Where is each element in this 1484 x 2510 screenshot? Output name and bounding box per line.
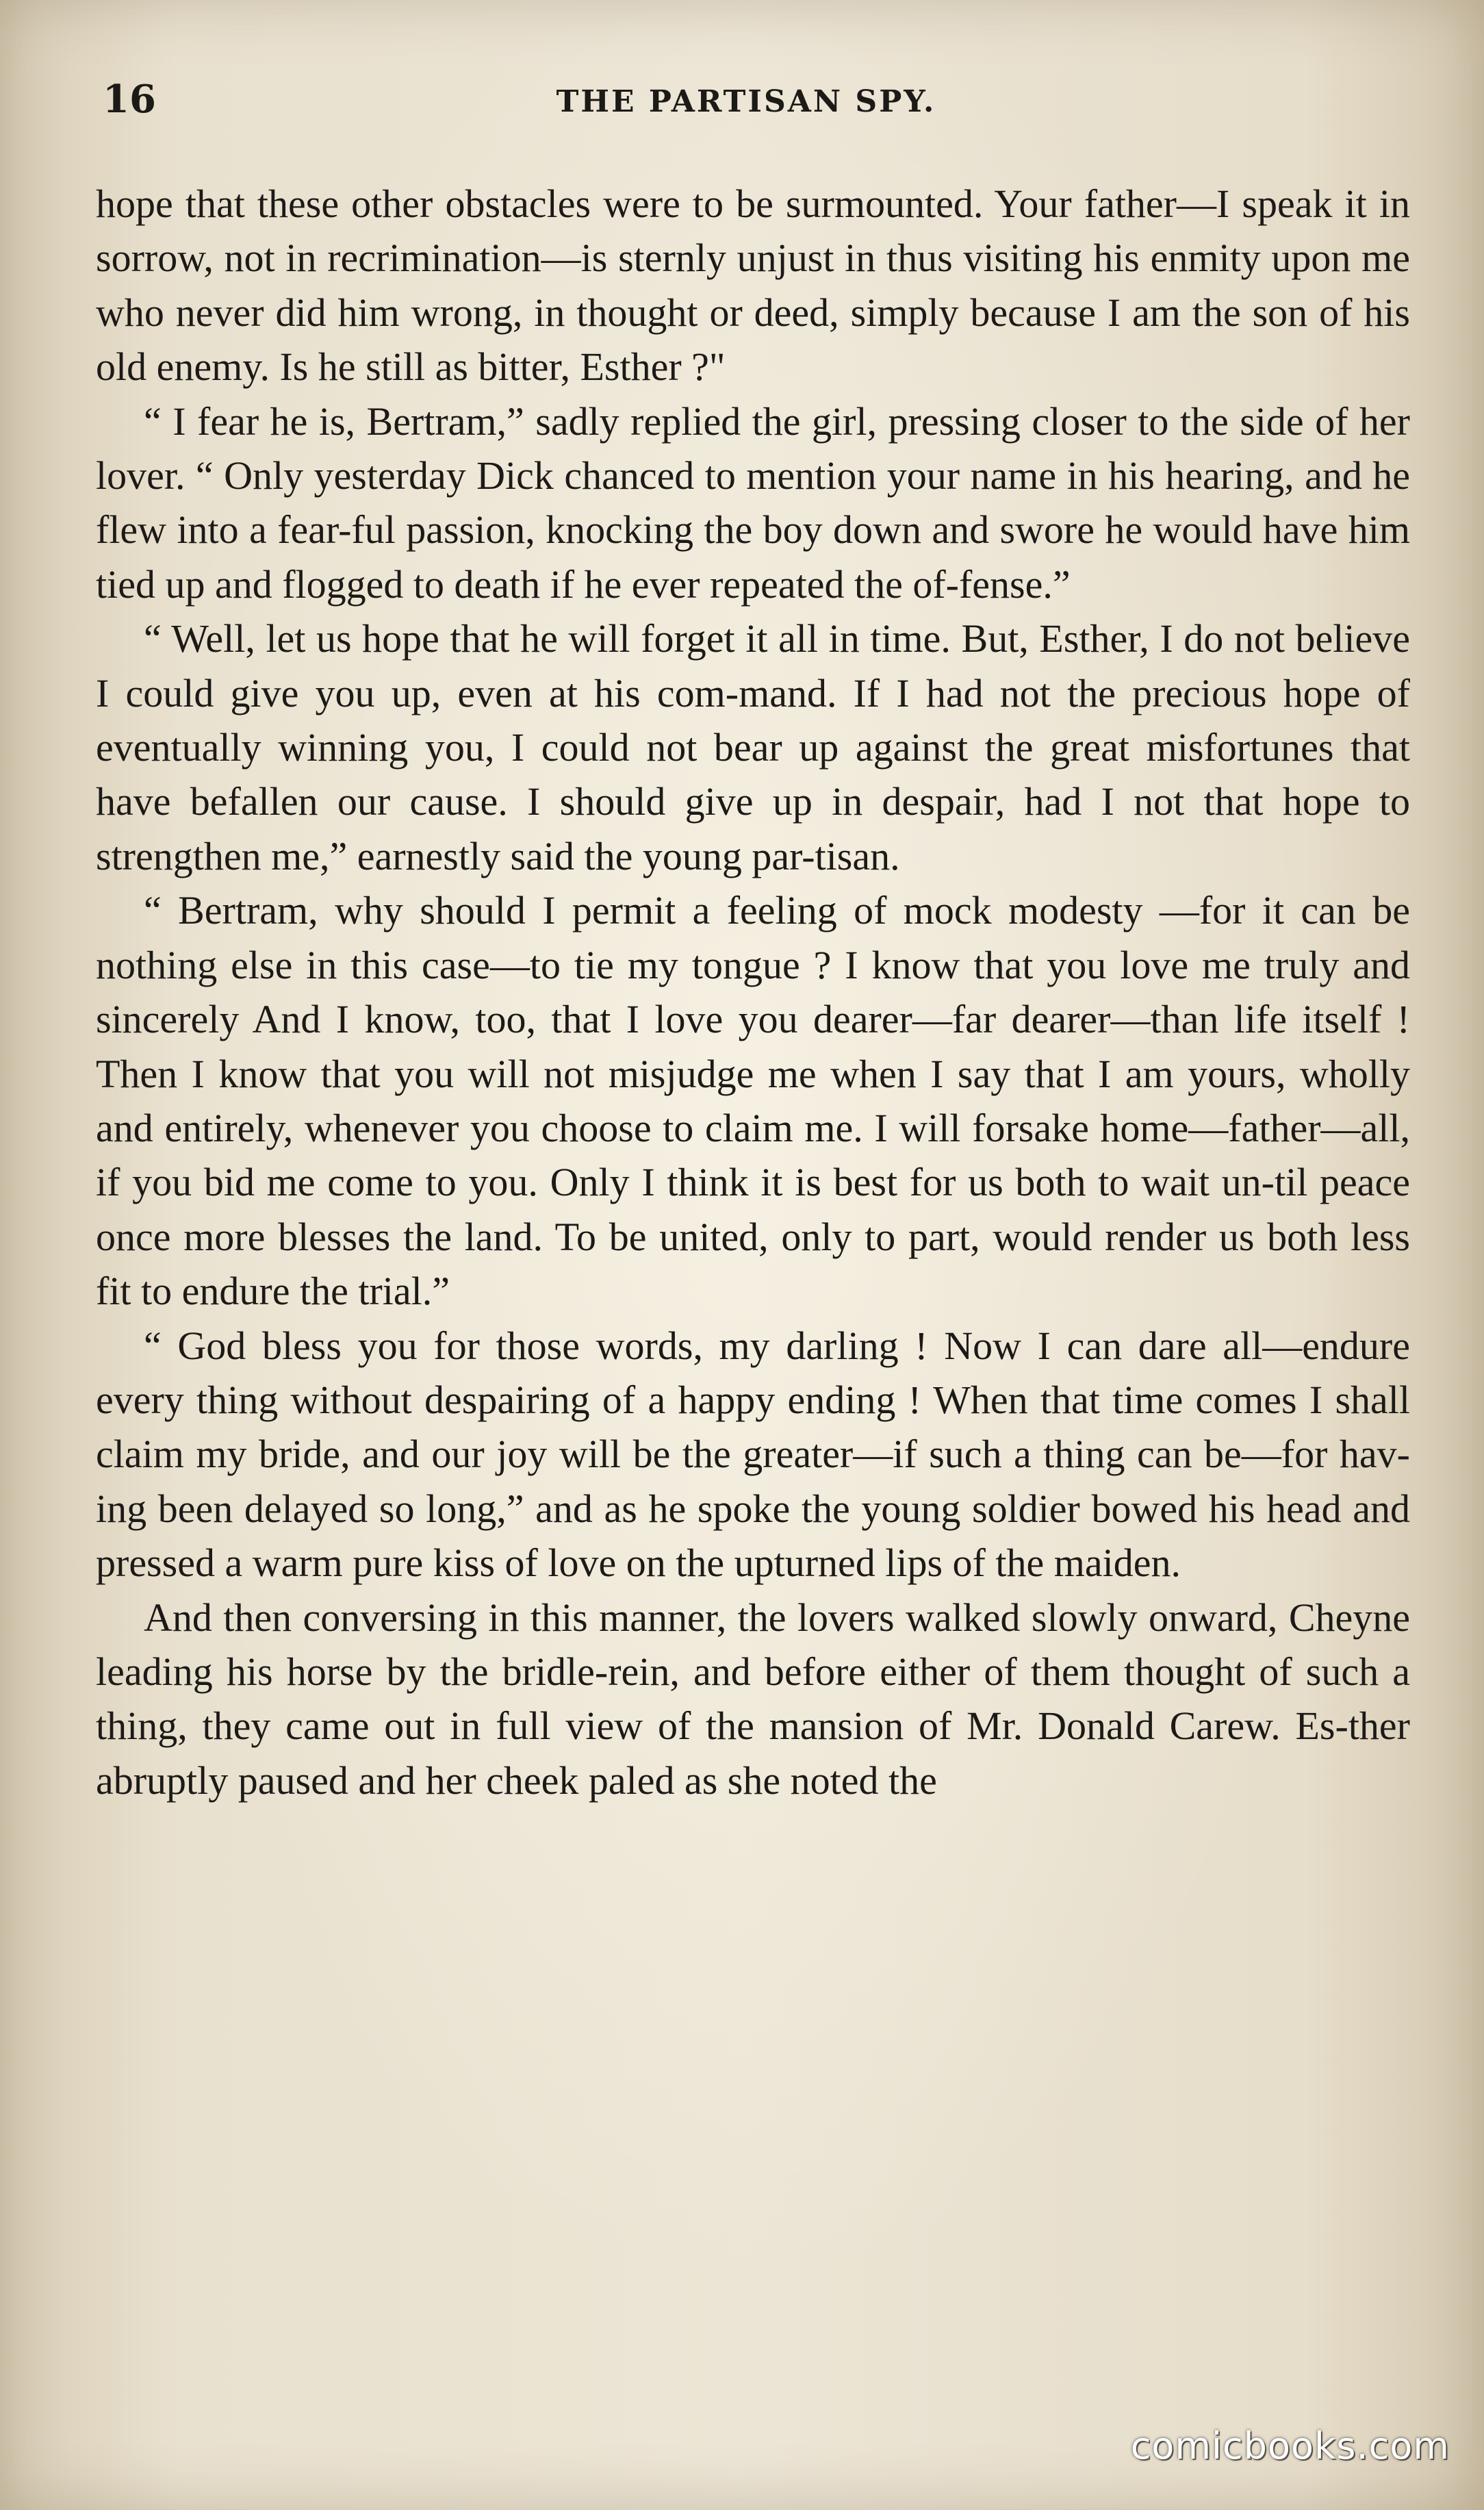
paragraph: “ I fear he is, Bertram,” sadly replied the girl, pressing closer to the side of her lover. “ Only yesterday Dick chanced to mention your name in his hearing, and he flew into a fear-ful passion, knocking the boy down and swore he would have him tied up and flogged to death if he ever repeated the of-fense.” (96, 398, 1410, 607)
paragraph: And then conversing in this manner, the lovers walked slowly onward, Cheyne leading his horse by the bridle-rein, and before either of them thought of such a thing, they came out in full view of the mansion of Mr. Donald Carew. Es-ther abruptly paused and her cheek paled as she noted the (96, 1595, 1410, 1803)
body-text (96, 177, 1410, 1808)
paragraph: “ God bless you for those words, my darling ! Now I can dare all—endure every thing without despairing of a happy ending ! When that time comes I shall claim my bride, and our joy will be the greater—if such a thing can be—for hav-ing been delayed so long,” and as he spoke the young soldier bowed his head and pressed a warm pure kiss of love on the upturned lips of the maiden. (96, 1323, 1410, 1586)
running-title: THE PARTISAN SPY. (556, 84, 936, 119)
paragraph: “ Bertram, why should I permit a feeling of mock modesty —for it can be nothing else in this case—to tie my tongue ? I know that you love me truly and sincerely And I know, too, that I love you dearer—far dearer—than life itself ! Then I know that you will not misjudge me when I say that I am yours, wholly and entirely, whenever you choose to claim me. I will forsake home—father—all, if you bid me come to you. Only I think it is best for us both to wait un-til peace once more blesses the land. To be united, only to part, would render us both less fit to endure the trial.” (96, 888, 1410, 1314)
paragraph: “ Well, let us hope that he will forget it all in time. But, Esther, I do not believe I could give you up, even at his com-mand. If I had not the precious hope of eventually winning you, I could not bear up against the great misfortunes that have befallen our cause. I should give up in despair, had I not that hope to strengthen me,” earnestly said the young par-tisan. (96, 616, 1410, 878)
paragraph: hope that these other obstacles were to be surmounted. Your father—I speak it in sorrow, not in recrimination—is sternly unjust in thus visiting his enmity upon me who never did him wrong, in thought or deed, simply because I am the son of his old enemy. Is he still as bitter, Esther ?" (96, 181, 1410, 390)
page-number: 16 (103, 77, 156, 122)
page-header (103, 68, 1390, 130)
source-watermark: comicbooks.com (1130, 2424, 1450, 2468)
